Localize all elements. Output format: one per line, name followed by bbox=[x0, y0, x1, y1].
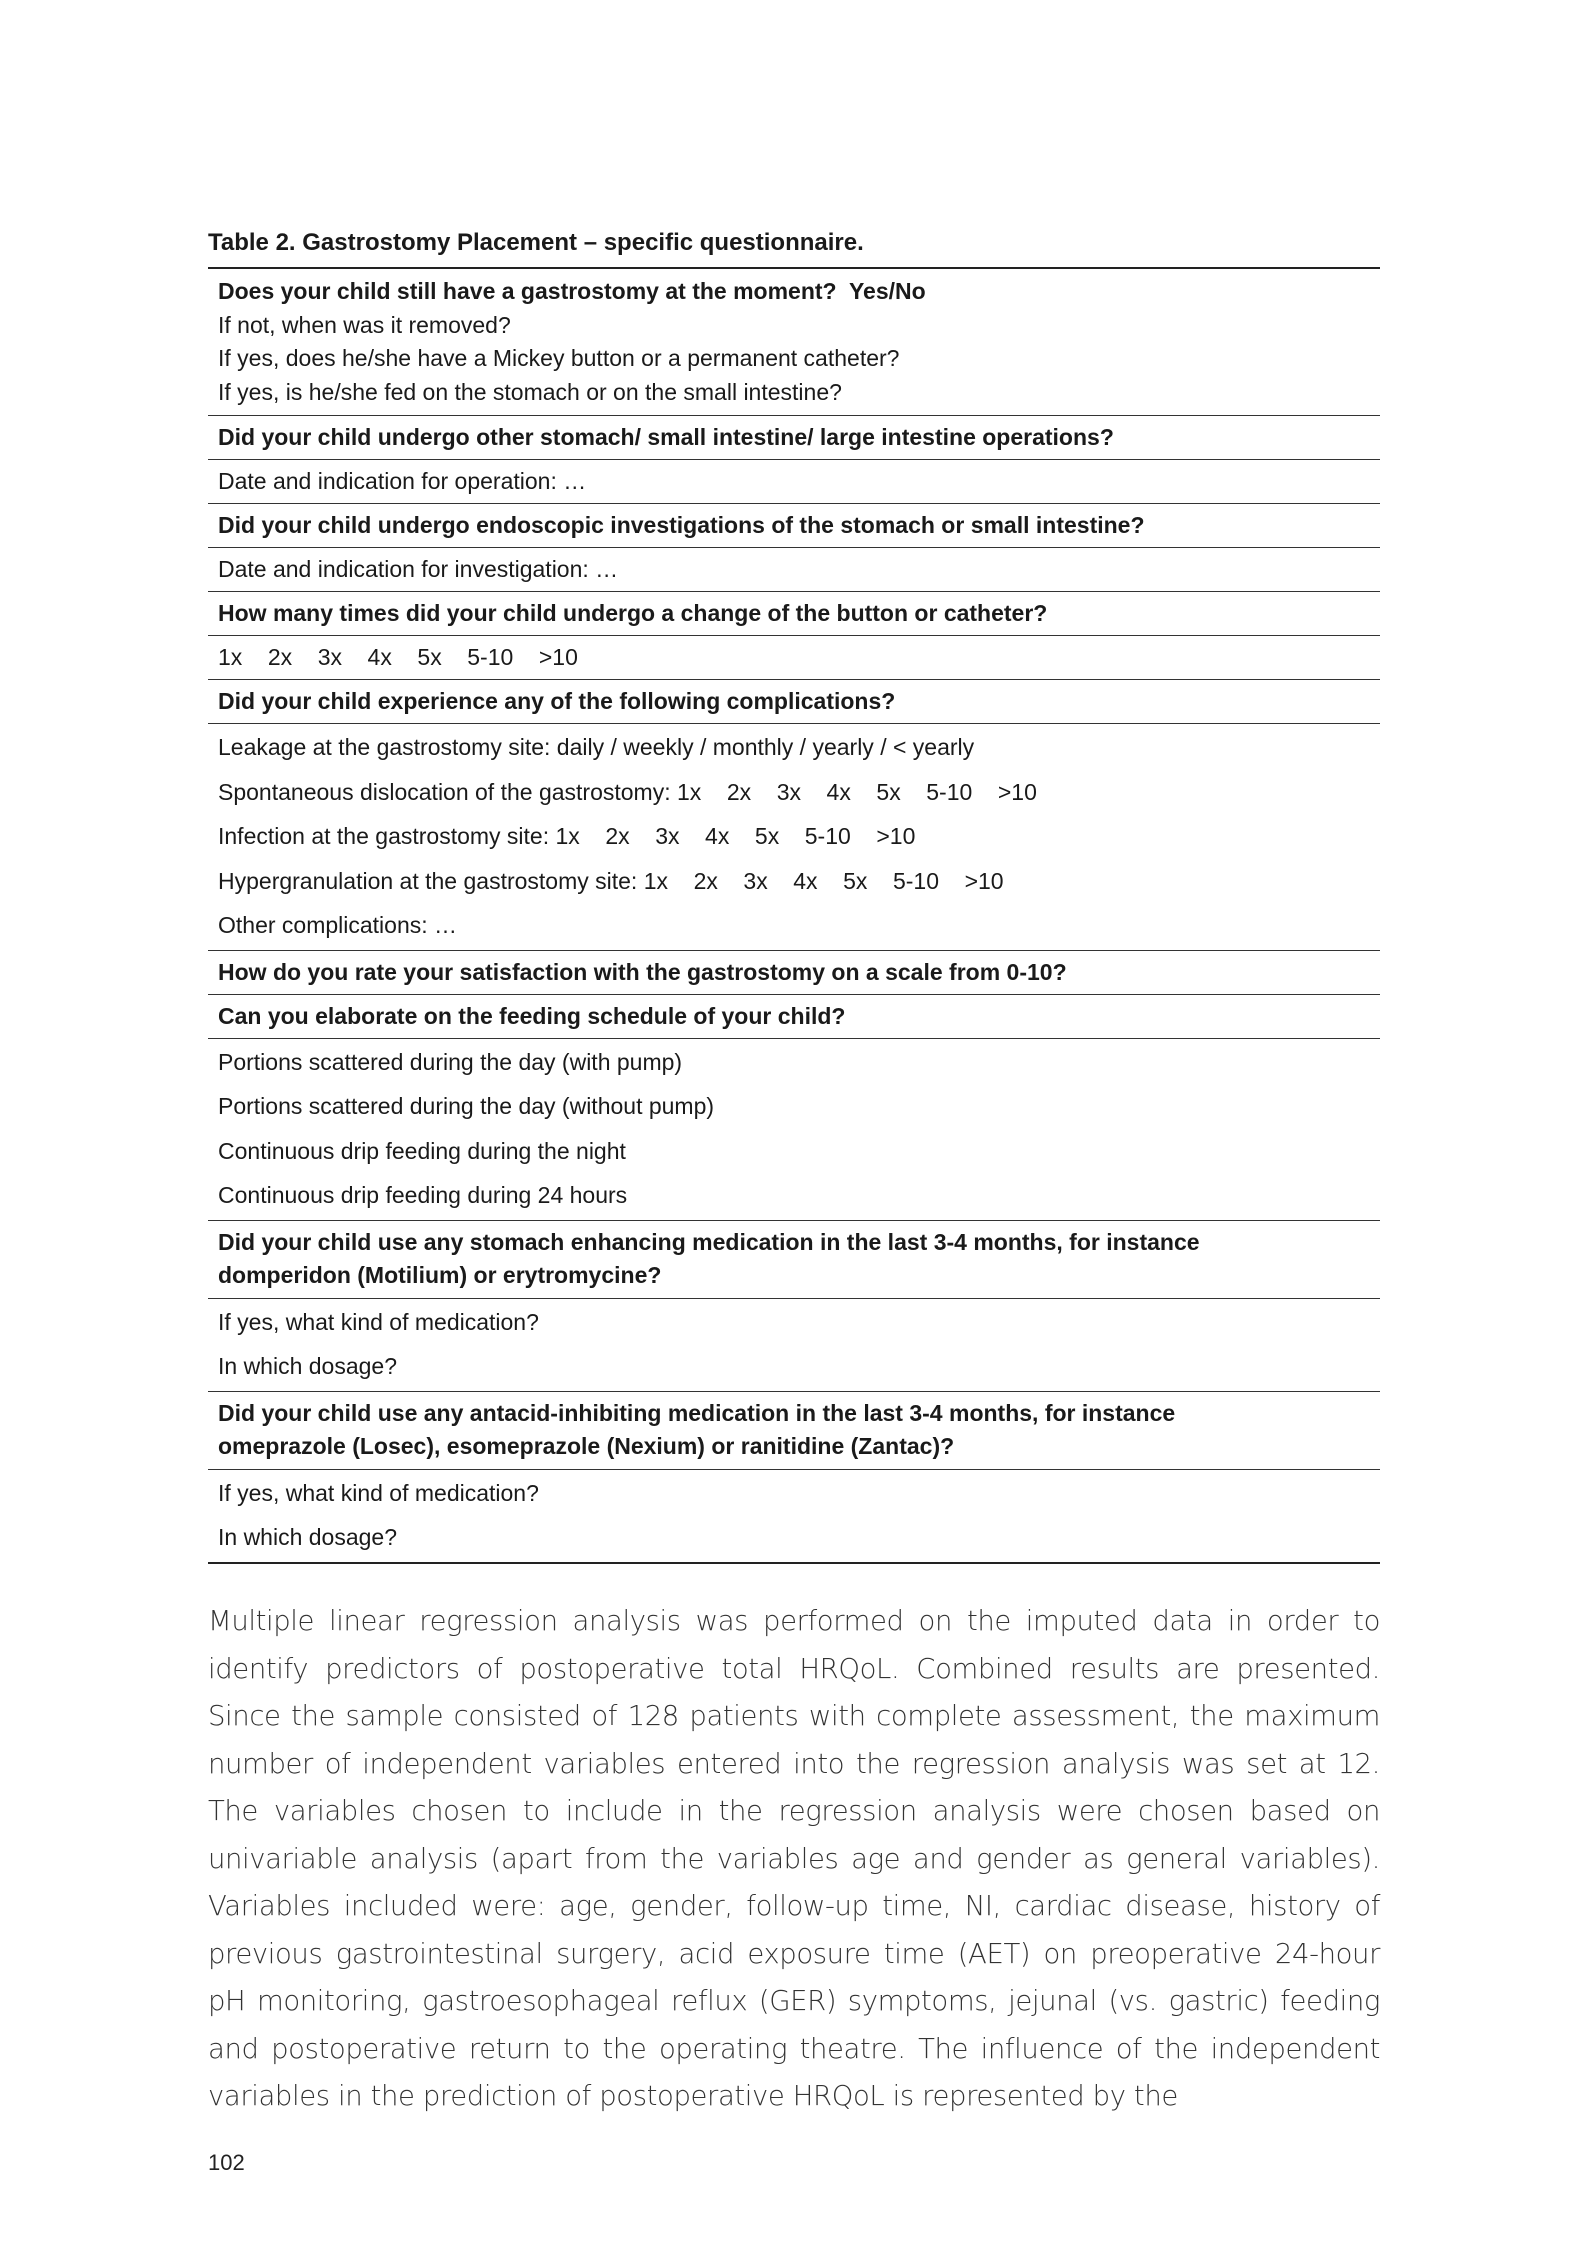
answer-text: Infection at the gastrostomy site: 1x 2x 3x 4x 5x 5-10 >10 bbox=[218, 823, 916, 849]
table-row-group bbox=[208, 547, 1380, 591]
table-row-group bbox=[208, 1469, 1380, 1562]
table-row-group bbox=[208, 415, 1380, 459]
answer-text: In which dosage? bbox=[218, 1353, 398, 1379]
question-text: Does your child still have a gastrostomy at the moment? Yes/No bbox=[218, 278, 926, 304]
page-number: 102 bbox=[208, 2150, 245, 2175]
answer-text: Continuous drip feeding during 24 hours bbox=[218, 1182, 628, 1208]
table-row-group bbox=[208, 635, 1380, 679]
table-caption: Table 2. Gastrostomy Placement – specific questionnaire. bbox=[208, 229, 864, 256]
table-row-group bbox=[208, 1038, 1380, 1220]
table-row-group bbox=[208, 1391, 1380, 1469]
table-row-group bbox=[208, 1298, 1380, 1391]
answer-text: 1x 2x 3x 4x 5x 5-10 >10 bbox=[218, 644, 578, 670]
question-text: Can you elaborate on the feeding schedule of your child? bbox=[218, 1002, 846, 1029]
questionnaire-table bbox=[208, 267, 1380, 1564]
question-text: omeprazole (Losec), esomeprazole (Nexium) or ranitidine (Zantac)? bbox=[218, 1432, 955, 1459]
question-text: Did your child use any antacid-inhibiting medication in the last 3-4 months, for instance bbox=[218, 1399, 1176, 1426]
table-container bbox=[208, 228, 1380, 1564]
answer-text: If yes, what kind of medication? bbox=[218, 1308, 539, 1335]
answer-text: If yes, what kind of medication? bbox=[218, 1479, 539, 1506]
question-text: How many times did your child undergo a change of the button or catheter? bbox=[218, 600, 1048, 626]
table-row-group bbox=[208, 591, 1380, 635]
answer-text: Leakage at the gastrostomy site: daily / weekly / monthly / yearly / < yearly bbox=[218, 734, 975, 760]
question-text: Did your child use any stomach enhancing medication in the last 3-4 months, for instance bbox=[218, 1228, 1200, 1255]
question-text: Did your child experience any of the following complications? bbox=[218, 688, 896, 714]
table-row-group bbox=[208, 994, 1380, 1038]
answer-text: In which dosage? bbox=[218, 1524, 398, 1550]
answer-text: Other complications: … bbox=[218, 912, 458, 938]
body-paragraph: Multiple linear regression analysis was performed on the imputed data in order to identify predictors of postoperative total HRQoL. Combined results are presented. Since the sample consisted of 128 patients with complete assessment, the maximum number of independent variables entered into the regression analysis was set at 12. The variables chosen to include in the regression analysis were chosen based on univariable analysis (apart from the variables age and gender as general variables). Variables included were: age, gender, follow-up time, NI, cardiac disease, history of previous gastrointestinal surgery, acid exposure time (AET) on preoperative 24-hour pH monitoring, gastroesophageal reflux (GER) symptoms, jejunal (vs. gastric) feeding and postoperative return to the operating theatre. The influence of the independent variables in the prediction of postoperative HRQoL is represented by the bbox=[208, 1605, 1380, 2112]
answer-text: If yes, is he/she fed on the stomach or on the small intestine? bbox=[218, 378, 842, 405]
question-text: Did your child undergo endoscopic investigations of the stomach or small intestine? bbox=[218, 512, 1145, 538]
table-row-group bbox=[208, 723, 1380, 950]
answer-text: Spontaneous dislocation of the gastrostomy: 1x 2x 3x 4x 5x 5-10 >10 bbox=[218, 778, 1037, 805]
answer-text: If yes, does he/she have a Mickey button or a permanent catheter? bbox=[218, 345, 900, 371]
table-row-group bbox=[208, 503, 1380, 547]
question-text: How do you rate your satisfaction with the gastrostomy on a scale from 0-10? bbox=[218, 958, 1067, 985]
table-row-group bbox=[208, 269, 1380, 415]
answer-text: Portions scattered during the day (without pump) bbox=[218, 1093, 715, 1119]
table-row-group bbox=[208, 950, 1380, 994]
answer-text: Hypergranulation at the gastrostomy site: 1x 2x 3x 4x 5x 5-10 >10 bbox=[218, 867, 1004, 894]
question-text: Did your child undergo other stomach/ small intestine/ large intestine operations? bbox=[218, 424, 1114, 450]
question-text: domperidon (Motilium) or erytromycine? bbox=[218, 1261, 662, 1288]
answer-text: Portions scattered during the day (with pump) bbox=[218, 1048, 683, 1075]
answer-text: Date and indication for operation: … bbox=[218, 468, 587, 494]
answer-text: Date and indication for investigation: … bbox=[218, 556, 619, 582]
table-row-group bbox=[208, 459, 1380, 503]
answer-text: If not, when was it removed? bbox=[218, 311, 511, 338]
table-row-group bbox=[208, 1220, 1380, 1298]
table-row-group bbox=[208, 679, 1380, 723]
answer-text: Continuous drip feeding during the night bbox=[218, 1137, 626, 1164]
